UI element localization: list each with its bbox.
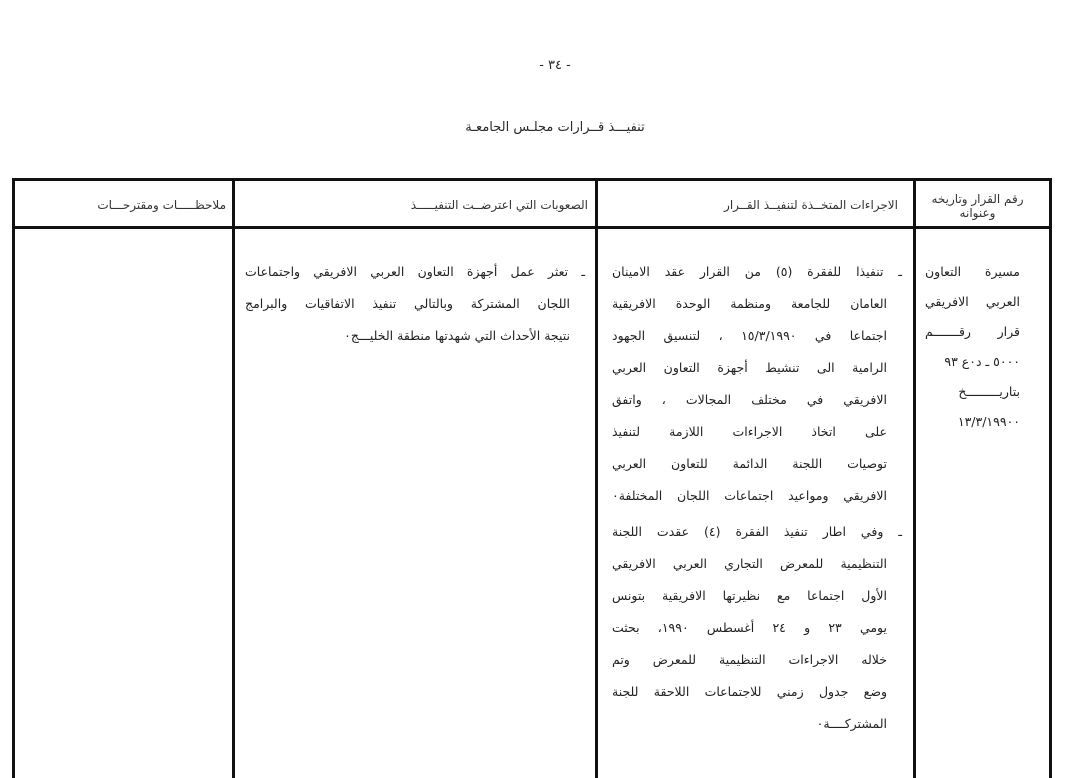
- decision-line: العربي الافريقي: [925, 294, 1020, 309]
- measures-line: وضع جدول زمني للاجتماعات اللاحقة للجنة: [612, 684, 887, 699]
- measures-line: التنظيمية للمعرض التجاري العربي الافريقي: [612, 556, 887, 571]
- decision-line: مسيرة التعاون: [925, 264, 1020, 279]
- decision-line: بتاريـــــــــخ: [958, 384, 1020, 399]
- measures-line: الرامية الى تنشيط أجهزة التعاون العربي: [612, 360, 887, 375]
- header-measures: الاجراءات المتخــذة لتنفيــذ القــرار: [724, 198, 898, 212]
- page-title: تنفيـــذ قــرارات مجلـس الجامعـة: [465, 120, 645, 135]
- page-number: - ٣٤ -: [539, 58, 571, 73]
- measures-line: توصيات اللجنة الدائمة للتعاون العربي: [612, 456, 887, 471]
- difficulties-line: نتيجة الأحداث التي شهدتها منطقة الخليـــج٠: [344, 328, 570, 343]
- header-difficulties: الصعوبات التي اعترضــت التنفيـــــذ: [410, 198, 588, 212]
- decision-line: قرار رقـــــــم: [925, 324, 1020, 339]
- measures-line: المشتركــــة٠: [816, 716, 887, 731]
- column-divider: [913, 178, 916, 778]
- decision-line: ٥٠٠٠ ـ د٠ع ٩٣: [944, 354, 1020, 369]
- decision-line: ١٣/٣/١٩٩٠٠: [957, 414, 1020, 429]
- measures-line: الافريقي في مختلف المجالات ، واتفق: [612, 392, 887, 407]
- measures-line: الأول اجتماعا مع نظيرتها الافريقية بتونس: [612, 588, 887, 603]
- notes-cell: [25, 262, 225, 282]
- difficulties-line: اللجان المشتركة وبالتالي تنفيذ الاتفاقيات والبرامج: [245, 296, 570, 311]
- table-top-border: [12, 178, 1052, 181]
- measures-line: على اتخاذ الاجراءات اللازمة لتنفيذ: [612, 424, 887, 439]
- measures-line: خلاله الاجراءات التنظيمية للمعرض وتم: [612, 652, 887, 667]
- header-divider: [12, 226, 1052, 229]
- measures-line: ـ تنفيذا للفقرة (٥) من القرار عقد الامينان: [612, 264, 902, 279]
- header-decision: رقم القرار وتاريخه وعنوانه: [931, 192, 1024, 220]
- difficulties-line: ـ تعثر عمل أجهزة التعاون العربي الافريقي واجتماعات: [245, 264, 585, 279]
- column-divider: [232, 178, 235, 778]
- table-right-border: [1049, 178, 1052, 778]
- header-notes: ملاحظـــــات ومقترحـــات: [97, 198, 226, 212]
- table-left-border: [12, 178, 15, 778]
- column-divider: [595, 178, 598, 778]
- measures-line: يومي ٢٣ و ٢٤ أغسطس ١٩٩٠، بحثت: [612, 620, 887, 635]
- measures-line: العامان للجامعة ومنظمة الوحدة الافريقية: [612, 296, 887, 311]
- measures-line: ـ وفي اطار تنفيذ الفقرة (٤) عقدت اللجنة: [612, 524, 902, 539]
- measures-line: الافريقي ومواعيد اجتماعات اللجان المختلفة٠: [612, 488, 887, 503]
- measures-line: اجتماعا في ١٥/٣/١٩٩٠ ، لتنسيق الجهود: [612, 328, 887, 343]
